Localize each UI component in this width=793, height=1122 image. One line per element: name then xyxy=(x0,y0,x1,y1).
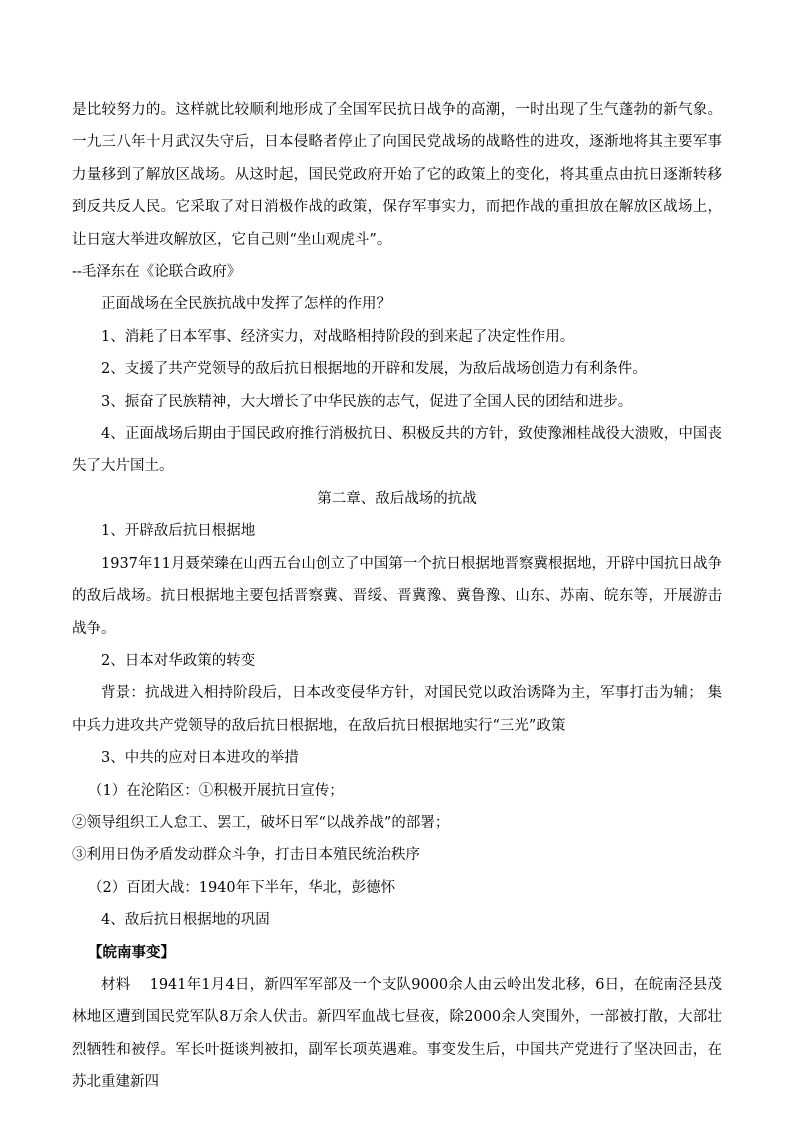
answer-item-1: 1、消耗了日本军事、经济实力，对战略相持阶段的到来起了决定性作用。 xyxy=(101,328,575,345)
paragraph-background: 背景：抗战进入相持阶段后，日本改变侵华方针，对国民党以政治诱降为主，军事打击为辅； 集中兵力进攻共产党领导的敌后抗日根据地，在敌后抗日根据地实行“三光”政策 xyxy=(72,685,722,734)
paragraph-material: 材料 1941年1月4日，新四军军部及一个支队9000余人由云岭出发北移，6日，在皖南泾县茂林地区遭到国民党军队8万余人伏击。新四军血战七昼夜，除2000余人突围外，一部被打散，大部壮烈牺牲和被俘。军长叶挺谈判被扣，副军长项英遇难。事变发生后，中国共产党进行了坚决回击，在苏北重建新四 xyxy=(72,976,722,1091)
quote-source: --毛泽东在《论联合政府》 xyxy=(72,264,242,281)
question-heading: 正面战场在全民族抗战中发挥了怎样的作用？ xyxy=(101,296,391,313)
section-heading-1: 1、开辟敌后抗日根据地 xyxy=(101,523,256,540)
list-item-mass-struggle: ③利用日伪矛盾发动群众斗争，打击日本殖民统治秩序 xyxy=(72,847,420,864)
event-title: 【皖南事变】 xyxy=(88,943,175,961)
paragraph-mao-quote: 是比较努力的。这样就比较顺利地形成了全国军民抗日战争的高潮，一时出现了生气蓬勃的新气象。一九三八年十月武汉失守后，日本侵略者停止了向国民党战场的战略性的进攻，逐渐地将其主要军事力量移到了解放区战场。从这时起，国民党政府开始了它的政策上的变化，将其重点由抗日逐渐转移到反共反人民。它采取了对日消极作战的政策，保存军事实力，而把作战的重担放在解放区战场上，让日寇大举进攻解放区，它自己则“坐山观虎斗”。 xyxy=(72,102,722,248)
section-heading-2: 2、日本对华政策的转变 xyxy=(101,652,256,669)
list-item-hundred-regiments: （2）百团大战：1940年下半年，华北，彭德怀 xyxy=(88,879,396,896)
answer-item-4: 4、正面战场后期由于国民政府推行消极抗日、积极反共的方针，致使豫湘桂战役大溃败，中国丧失了大片国土。 xyxy=(72,426,722,475)
section-heading-4: 4、敌后抗日根据地的巩固 xyxy=(101,912,270,929)
list-item-occupied-areas: （1）在沦陷区：①积极开展抗日宣传； xyxy=(88,782,344,799)
document-page xyxy=(72,94,722,1099)
section-heading-3: 3、中共的应对日本进攻的举措 xyxy=(101,750,299,767)
chapter-title: 第二章、敌后战场的抗战 xyxy=(317,490,477,507)
answer-item-2: 2、支援了共产党领导的敌后抗日根据地的开辟和发展，为敌后战场创造力有利条件。 xyxy=(101,361,647,378)
list-item-strikes: ②领导组织工人怠工、罢工，破坏日军“以战养战”的部署； xyxy=(72,814,450,831)
answer-item-3: 3、振奋了民族精神，大大增长了中华民族的志气，促进了全国人民的团结和进步。 xyxy=(101,393,633,410)
paragraph-base-areas: 1937年11月聂荣臻在山西五台山创立了中国第一个抗日根据地晋察冀根据地，开辟中国抗日战争的敌后战场。抗日根据地主要包括晋察冀、晋绥、晋冀豫、冀鲁豫、山东、苏南、皖东等，开展游击战争。 xyxy=(72,555,722,637)
